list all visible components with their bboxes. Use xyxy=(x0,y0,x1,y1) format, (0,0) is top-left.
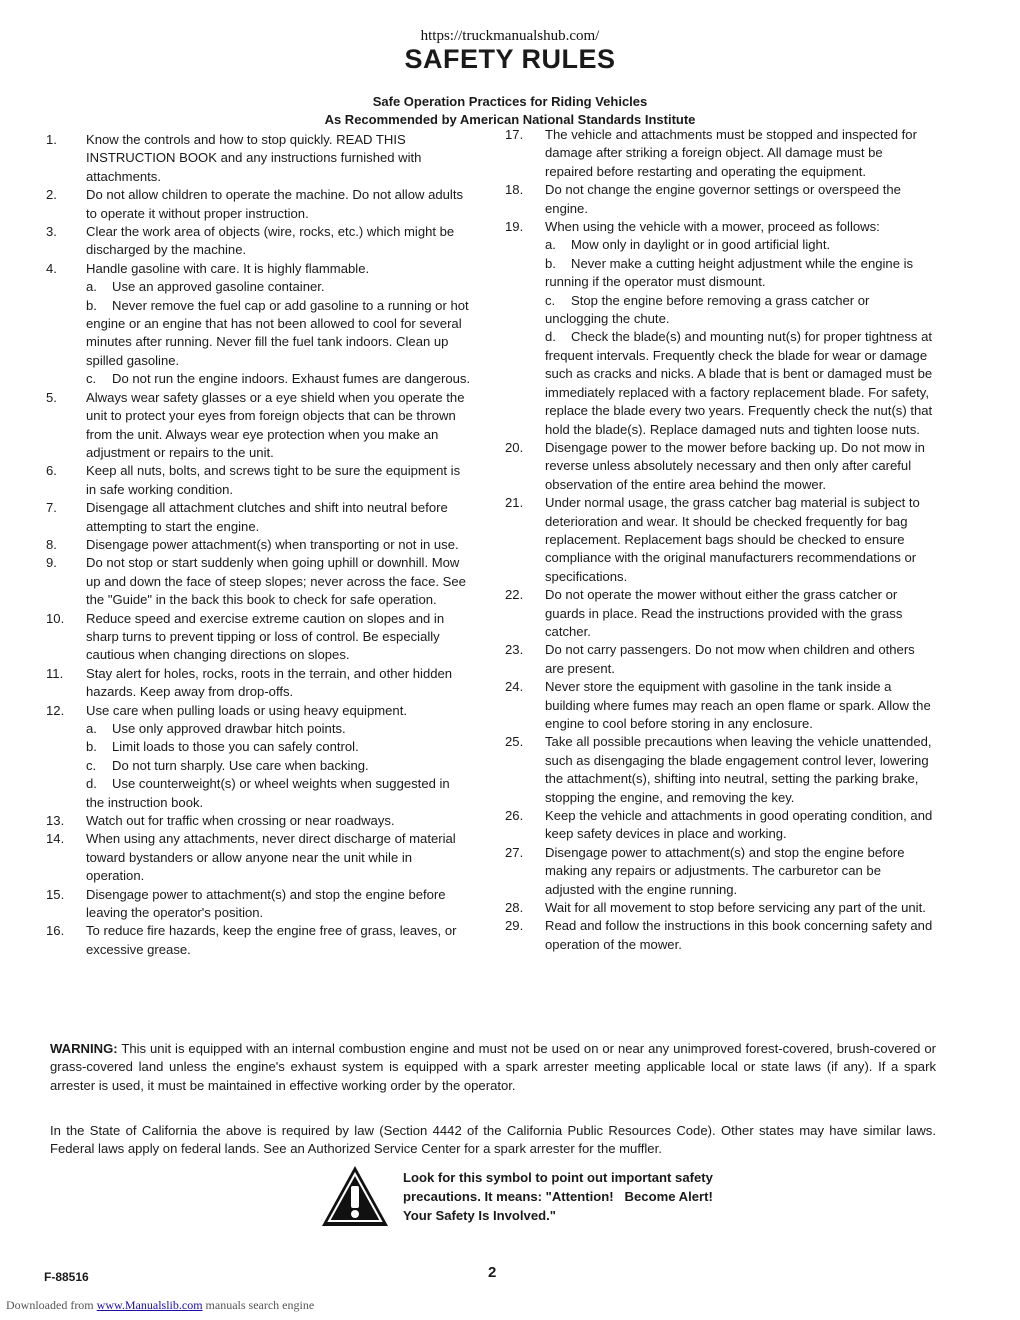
rule-text: Handle gasoline with care. It is highly flammable. xyxy=(86,260,370,276)
rule-item xyxy=(505,807,933,844)
rule-item xyxy=(46,260,471,389)
rule-number: 2. xyxy=(46,187,57,203)
rules-right-column xyxy=(505,126,933,954)
sub-rule xyxy=(86,297,471,371)
rule-number: 19. xyxy=(505,219,524,235)
sub-rule-text: Stop the engine before removing a grass catcher or unclogging the chute. xyxy=(545,292,870,327)
rule-number: 28. xyxy=(505,900,524,916)
rule-number: 25. xyxy=(505,734,524,750)
rule-number: 11. xyxy=(46,665,64,681)
rule-number: 14. xyxy=(46,831,65,847)
rule-item xyxy=(46,389,471,463)
sub-rule-letter: b. xyxy=(86,297,97,313)
rule-number: 29. xyxy=(505,918,524,934)
sub-rule-text: Use an approved gasoline container. xyxy=(112,279,325,295)
rule-text: Always wear safety glasses or a eye shield when you operate the unit to protect your eyes from foreign objects that can be thrown from the unit. Always wear eye protection when you make an adjustment or repairs to the unit. xyxy=(86,389,465,460)
sub-rule-text: Mow only in daylight or in good artificial light. xyxy=(571,237,831,253)
rule-number: 9. xyxy=(46,555,57,571)
sub-rule xyxy=(86,738,471,756)
rule-item xyxy=(505,494,933,586)
warning-paragraph xyxy=(50,1040,936,1095)
rule-text: Clear the work area of objects (wire, rocks, etc.) which might be discharged by the machine. xyxy=(86,224,455,258)
rule-item xyxy=(46,665,471,702)
footer-prefix: Downloaded from xyxy=(6,1298,94,1312)
california-paragraph: In the State of California the above is required by law (Section 4442 of the California Public Resources Code). Other states may have similar laws. Federal laws apply on federal lands. See an Authorized Service Center for a spark arrester for the muffler. xyxy=(50,1123,936,1157)
rule-text: Do not stop or start suddenly when going uphill or downhill. Mow up and down the face of steep slopes; never across the face. See the "Guide" in the back this book to check for safe operation. xyxy=(86,555,466,608)
rule-item xyxy=(46,554,471,609)
rule-text: Reduce speed and exercise extreme caution on slopes and in sharp turns to prevent tipping or loss of control. Be especially cautious when changing directions on slopes. xyxy=(86,610,445,663)
rule-text: When using the vehicle with a mower, proceed as follows: xyxy=(545,219,880,235)
warning-label: WARNING: xyxy=(50,1041,118,1056)
rule-item xyxy=(505,917,933,954)
rule-number: 4. xyxy=(46,260,57,276)
rule-number: 13. xyxy=(46,813,65,829)
warning-text: This unit is equipped with an internal combustion engine and must not be used on or near any unimproved forest-covered, brush-covered or grass-covered land unless the engine's exhaust system is equipped with a spark arrester meeting applicable local or state laws (if any). If a spark arrester is used, it must be maintained in effective working order by the operator. xyxy=(50,1041,936,1093)
sub-rule-text: Do not turn sharply. Use care when backing. xyxy=(112,757,369,773)
symbol-text-line: Look for this symbol to point out important safety xyxy=(403,1170,713,1185)
rule-number: 26. xyxy=(505,808,524,824)
rule-item xyxy=(505,126,933,181)
rule-number: 24. xyxy=(505,679,524,695)
sub-rule-letter: b. xyxy=(86,739,97,755)
rule-text: Wait for all movement to stop before servicing any part of the unit. xyxy=(545,900,926,916)
sub-rule-letter: a. xyxy=(545,237,556,253)
subtitle: Safe Operation Practices for Riding Vehicles xyxy=(372,94,648,109)
rule-number: 8. xyxy=(46,536,57,552)
rule-text: Do not operate the mower without either the grass catcher or guards in place. Read the instructions provided with the grass catcher. xyxy=(545,587,903,639)
rule-item xyxy=(46,886,471,923)
rule-number: 12. xyxy=(46,702,65,718)
rule-text: Keep all nuts, bolts, and screws tight to be sure the equipment is in safe working condition. xyxy=(86,463,461,497)
rule-text: Watch out for traffic when crossing or near roadways. xyxy=(86,813,395,829)
subtitle-standards: As Recommended by American National Standards Institute xyxy=(324,112,696,127)
sub-rule xyxy=(545,328,933,438)
rule-item xyxy=(46,223,471,260)
rule-number: 22. xyxy=(505,587,524,603)
rule-text: When using any attachments, never direct discharge of material toward bystanders or allow anyone near the unit while in operation. xyxy=(86,831,456,884)
sub-rule-text: Use counterweight(s) or wheel weights when suggested in the instruction book. xyxy=(86,776,450,810)
rule-text: Keep the vehicle and attachments in good operating condition, and keep safety devices in place and working. xyxy=(545,808,933,842)
rule-number: 1. xyxy=(46,132,57,147)
rule-text: Do not carry passengers. Do not mow when children and others are present. xyxy=(545,642,915,676)
sub-rule-text: Use only approved drawbar hitch points. xyxy=(112,721,346,736)
symbol-text-line: Your Safety Is Involved." xyxy=(403,1208,556,1223)
rule-item xyxy=(46,536,471,554)
download-footer xyxy=(6,1298,314,1313)
sub-rule xyxy=(86,775,471,812)
rule-number: 27. xyxy=(505,844,524,860)
rule-number: 7. xyxy=(46,500,57,516)
rule-item xyxy=(505,899,933,917)
rule-item xyxy=(505,641,933,678)
symbol-explanation xyxy=(403,1168,763,1225)
rule-number: 16. xyxy=(46,923,65,939)
sub-rule-letter: a. xyxy=(86,721,97,736)
rule-number: 23. xyxy=(505,642,524,658)
sub-rule-letter: c. xyxy=(86,371,97,387)
rule-number: 6. xyxy=(46,463,57,479)
rule-item xyxy=(46,830,471,885)
rule-text: Use care when pulling loads or using heavy equipment. xyxy=(86,702,407,718)
rule-item xyxy=(46,922,471,959)
rules-left-column xyxy=(46,131,471,959)
sub-rule-letter: a. xyxy=(86,279,97,295)
sub-rule xyxy=(86,720,471,738)
page-title: SAFETY RULES xyxy=(404,44,616,74)
sub-rule-text: Check the blade(s) and mounting nut(s) for proper tightness at frequent intervals. Frequently check the blade for wear or damage such as cracks and nicks. A blade that is bent or damaged must be immediately replaced with a factory replacement blade. For safety, replace the blade every two years. Frequently check the nut(s) that hold the blade(s). Replace damaged nuts and tighten loose nuts. xyxy=(545,329,933,437)
rule-text: Disengage power to attachment(s) and stop the engine before leaving the operator's position. xyxy=(86,886,446,921)
rule-item xyxy=(46,186,471,223)
symbol-text-line: precautions. It means: "Attention! Become Alert! xyxy=(403,1189,713,1204)
sub-rule-text: Never make a cutting height adjustment while the engine is running if the operator must dismount. xyxy=(545,255,914,290)
rule-text: The vehicle and attachments must be stopped and inspected for damage after striking a foreign object. All damage must be repaired before restarting and operating the equipment. xyxy=(545,127,917,179)
rule-text: Disengage all attachment clutches and shift into neutral before attempting to start the engine. xyxy=(86,500,448,534)
sub-rule-text: Do not run the engine indoors. Exhaust fumes are dangerous. xyxy=(112,371,471,387)
sub-rule-letter: d. xyxy=(545,329,556,345)
rule-item xyxy=(505,439,933,494)
rule-item xyxy=(46,812,471,830)
rule-text: Do not change the engine governor settings or overspeed the engine. xyxy=(545,182,901,216)
rule-number: 15. xyxy=(46,886,65,902)
rule-text: Disengage power attachment(s) when transporting or not in use. xyxy=(86,536,459,552)
sub-rule xyxy=(545,255,933,292)
rule-text: Disengage power to attachment(s) and stop the engine before making any repairs or adjustments. The carburetor can be adjusted with the engine running. xyxy=(545,844,905,897)
rule-number: 21. xyxy=(505,495,524,511)
sub-rule xyxy=(86,278,471,296)
rule-text: Know the controls and how to stop quickly. READ THIS INSTRUCTION BOOK and any instructions furnished with attachments. xyxy=(86,132,422,184)
rule-text: To reduce fire hazards, keep the engine free of grass, leaves, or excessive grease. xyxy=(86,923,457,957)
sub-rule-text: Never remove the fuel cap or add gasoline to a running or hot engine or an engine that has not been allowed to cool for several minutes after running. Never fill the fuel tank indoors. Clean up spilled gasoline. xyxy=(86,297,469,368)
sub-rule-letter: c. xyxy=(545,292,556,308)
warning-triangle-icon xyxy=(320,1164,390,1228)
rule-number: 3. xyxy=(46,224,57,240)
rule-number: 10. xyxy=(46,610,65,626)
rule-item xyxy=(46,702,471,812)
form-number: F-88516 xyxy=(44,1270,89,1284)
rule-item xyxy=(505,586,933,641)
rule-item xyxy=(505,678,933,733)
sub-rule xyxy=(86,370,471,388)
rule-item xyxy=(505,218,933,439)
rule-text: Under normal usage, the grass catcher bag material is subject to deterioration and wear. It should be checked frequently for bag replacement. Replacement bags should be checked to ensure compliance with the original manufacturers recommendations or specifications. xyxy=(545,495,920,584)
page-number: 2 xyxy=(488,1264,497,1281)
rule-number: 17. xyxy=(505,127,524,142)
sub-rule xyxy=(545,292,933,329)
rule-number: 5. xyxy=(46,389,57,405)
rule-item xyxy=(505,844,933,899)
sub-rule xyxy=(545,236,933,254)
manualslib-link[interactable]: www.Manualslib.com xyxy=(96,1298,203,1312)
rule-item xyxy=(46,610,471,665)
rule-item xyxy=(505,181,933,218)
rule-text: Stay alert for holes, rocks, roots in the terrain, and other hidden hazards. Keep away from drop-offs. xyxy=(86,665,453,700)
sub-rule-letter: b. xyxy=(545,255,556,271)
rule-text: Never store the equipment with gasoline in the tank inside a building where fumes may reach an open flame or spark. Allow the engine to cool before storing in any enclosure. xyxy=(545,679,931,731)
rule-item xyxy=(46,462,471,499)
footer-suffix: manuals search engine xyxy=(205,1298,315,1312)
sub-rule-letter: c. xyxy=(86,757,97,773)
rule-number: 18. xyxy=(505,182,524,198)
rule-item xyxy=(505,733,933,807)
rule-text: Do not allow children to operate the machine. Do not allow adults to operate it without proper instruction. xyxy=(86,187,464,221)
sub-rule-text: Limit loads to those you can safely control. xyxy=(112,739,359,755)
rule-number: 20. xyxy=(505,439,524,455)
rule-text: Disengage power to the mower before backing up. Do not mow in reverse unless absolutely necessary and then only after careful observation of the entire area behind the mower. xyxy=(545,439,925,492)
source-url: https://truckmanualshub.com/ xyxy=(420,28,600,44)
rule-text: Read and follow the instructions in this book concerning safety and operation of the mower. xyxy=(545,918,933,952)
rule-item xyxy=(46,499,471,536)
rule-item xyxy=(46,131,471,186)
rule-text: Take all possible precautions when leaving the vehicle unattended, such as disengaging the blade engagement control lever, lowering the attachment(s), shifting into neutral, setting the parking brake, stopping the engine, and removing the key. xyxy=(545,734,932,805)
sub-rule xyxy=(86,757,471,775)
sub-rule-letter: d. xyxy=(86,776,97,792)
